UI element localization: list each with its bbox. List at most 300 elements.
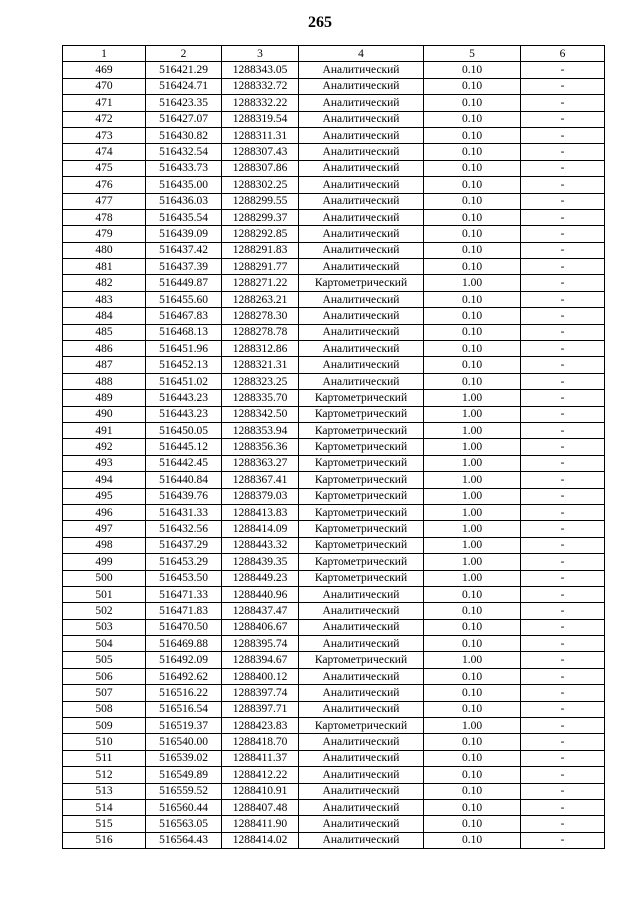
- accuracy-cell: 0.10: [424, 373, 521, 389]
- point-number-cell: 498: [63, 537, 146, 553]
- y-coordinate-cell: 1288363.27: [222, 455, 299, 471]
- table-row: [63, 685, 605, 701]
- method-cell: Картометрический: [299, 504, 424, 520]
- point-number-cell: 487: [63, 357, 146, 373]
- table-row: [63, 226, 605, 242]
- x-coordinate-cell: 516455.60: [146, 291, 222, 307]
- point-number-cell: 499: [63, 554, 146, 570]
- point-number-cell: 474: [63, 144, 146, 160]
- accuracy-cell: 1.00: [424, 455, 521, 471]
- point-number-cell: 481: [63, 259, 146, 275]
- y-coordinate-cell: 1288299.37: [222, 209, 299, 225]
- x-coordinate-cell: 516471.83: [146, 603, 222, 619]
- x-coordinate-cell: 516445.12: [146, 439, 222, 455]
- note-cell: -: [521, 111, 605, 127]
- method-cell: Картометрический: [299, 406, 424, 422]
- x-coordinate-cell: 516439.09: [146, 226, 222, 242]
- note-cell: -: [521, 406, 605, 422]
- table-row: [63, 619, 605, 635]
- x-coordinate-cell: 516436.03: [146, 193, 222, 209]
- note-cell: -: [521, 127, 605, 143]
- x-coordinate-cell: 516451.96: [146, 341, 222, 357]
- point-number-cell: 510: [63, 734, 146, 750]
- accuracy-cell: 0.10: [424, 160, 521, 176]
- y-coordinate-cell: 1288263.21: [222, 291, 299, 307]
- point-number-cell: 471: [63, 95, 146, 111]
- method-cell: Аналитический: [299, 111, 424, 127]
- x-coordinate-cell: 516424.71: [146, 78, 222, 94]
- x-coordinate-cell: 516559.52: [146, 783, 222, 799]
- method-cell: Картометрический: [299, 275, 424, 291]
- x-coordinate-cell: 516469.88: [146, 636, 222, 652]
- point-number-cell: 476: [63, 177, 146, 193]
- x-coordinate-cell: 516435.54: [146, 209, 222, 225]
- note-cell: -: [521, 324, 605, 340]
- column-header: 3: [222, 46, 299, 62]
- y-coordinate-cell: 1288291.77: [222, 259, 299, 275]
- accuracy-cell: 0.10: [424, 259, 521, 275]
- table-row: [63, 816, 605, 832]
- note-cell: -: [521, 734, 605, 750]
- method-cell: Аналитический: [299, 160, 424, 176]
- y-coordinate-cell: 1288367.41: [222, 472, 299, 488]
- method-cell: Картометрический: [299, 472, 424, 488]
- y-coordinate-cell: 1288321.31: [222, 357, 299, 373]
- point-number-cell: 501: [63, 586, 146, 602]
- page-number: 265: [308, 14, 332, 31]
- y-coordinate-cell: 1288319.54: [222, 111, 299, 127]
- accuracy-cell: 0.10: [424, 193, 521, 209]
- note-cell: -: [521, 373, 605, 389]
- x-coordinate-cell: 516468.13: [146, 324, 222, 340]
- accuracy-cell: 0.10: [424, 144, 521, 160]
- point-number-cell: 515: [63, 816, 146, 832]
- table-row: [63, 390, 605, 406]
- method-cell: Аналитический: [299, 209, 424, 225]
- accuracy-cell: 0.10: [424, 78, 521, 94]
- accuracy-cell: 1.00: [424, 570, 521, 586]
- column-header: 4: [299, 46, 424, 62]
- note-cell: -: [521, 832, 605, 848]
- accuracy-cell: 0.10: [424, 357, 521, 373]
- table-row: [63, 324, 605, 340]
- method-cell: Аналитический: [299, 685, 424, 701]
- y-coordinate-cell: 1288414.02: [222, 832, 299, 848]
- y-coordinate-cell: 1288335.70: [222, 390, 299, 406]
- accuracy-cell: 0.10: [424, 767, 521, 783]
- x-coordinate-cell: 516449.87: [146, 275, 222, 291]
- point-number-cell: 495: [63, 488, 146, 504]
- accuracy-cell: 0.10: [424, 701, 521, 717]
- x-coordinate-cell: 516516.54: [146, 701, 222, 717]
- point-number-cell: 516: [63, 832, 146, 848]
- table-row: [63, 259, 605, 275]
- accuracy-cell: 0.10: [424, 324, 521, 340]
- point-number-cell: 513: [63, 783, 146, 799]
- accuracy-cell: 0.10: [424, 832, 521, 848]
- table-row: [63, 783, 605, 799]
- method-cell: Аналитический: [299, 95, 424, 111]
- table-row: [63, 488, 605, 504]
- accuracy-cell: 0.10: [424, 603, 521, 619]
- note-cell: -: [521, 488, 605, 504]
- accuracy-cell: 0.10: [424, 177, 521, 193]
- note-cell: -: [521, 275, 605, 291]
- method-cell: Аналитический: [299, 783, 424, 799]
- point-number-cell: 492: [63, 439, 146, 455]
- y-coordinate-cell: 1288307.43: [222, 144, 299, 160]
- table-row: [63, 160, 605, 176]
- accuracy-cell: 1.00: [424, 472, 521, 488]
- method-cell: Аналитический: [299, 226, 424, 242]
- point-number-cell: 497: [63, 521, 146, 537]
- method-cell: Аналитический: [299, 636, 424, 652]
- method-cell: Аналитический: [299, 799, 424, 815]
- y-coordinate-cell: 1288302.25: [222, 177, 299, 193]
- column-header: 2: [146, 46, 222, 62]
- x-coordinate-cell: 516431.33: [146, 504, 222, 520]
- point-number-cell: 470: [63, 78, 146, 94]
- accuracy-cell: 0.10: [424, 62, 521, 78]
- note-cell: -: [521, 160, 605, 176]
- method-cell: Аналитический: [299, 78, 424, 94]
- note-cell: -: [521, 209, 605, 225]
- method-cell: Аналитический: [299, 586, 424, 602]
- table-row: [63, 406, 605, 422]
- x-coordinate-cell: 516437.29: [146, 537, 222, 553]
- method-cell: Аналитический: [299, 193, 424, 209]
- table-row: [63, 734, 605, 750]
- note-cell: -: [521, 242, 605, 258]
- note-cell: -: [521, 455, 605, 471]
- accuracy-cell: 1.00: [424, 652, 521, 668]
- y-coordinate-cell: 1288356.36: [222, 439, 299, 455]
- y-coordinate-cell: 1288437.47: [222, 603, 299, 619]
- method-cell: Аналитический: [299, 62, 424, 78]
- x-coordinate-cell: 516451.02: [146, 373, 222, 389]
- table-row: [63, 111, 605, 127]
- table-row: [63, 701, 605, 717]
- method-cell: Аналитический: [299, 767, 424, 783]
- table-row: [63, 373, 605, 389]
- accuracy-cell: 0.10: [424, 209, 521, 225]
- table-row: [63, 586, 605, 602]
- table-row: [63, 652, 605, 668]
- x-coordinate-cell: 516492.62: [146, 668, 222, 684]
- point-number-cell: 477: [63, 193, 146, 209]
- y-coordinate-cell: 1288449.23: [222, 570, 299, 586]
- x-coordinate-cell: 516470.50: [146, 619, 222, 635]
- note-cell: -: [521, 685, 605, 701]
- method-cell: Картометрический: [299, 521, 424, 537]
- table-row: [63, 799, 605, 815]
- table-row: [63, 291, 605, 307]
- table-body: [63, 62, 605, 849]
- y-coordinate-cell: 1288443.32: [222, 537, 299, 553]
- note-cell: -: [521, 177, 605, 193]
- x-coordinate-cell: 516432.56: [146, 521, 222, 537]
- note-cell: -: [521, 504, 605, 520]
- note-cell: -: [521, 357, 605, 373]
- x-coordinate-cell: 516452.13: [146, 357, 222, 373]
- method-cell: Картометрический: [299, 652, 424, 668]
- table-row: [63, 177, 605, 193]
- point-number-cell: 472: [63, 111, 146, 127]
- note-cell: -: [521, 422, 605, 438]
- accuracy-cell: 0.10: [424, 668, 521, 684]
- x-coordinate-cell: 516540.00: [146, 734, 222, 750]
- table-row: [63, 341, 605, 357]
- point-number-cell: 502: [63, 603, 146, 619]
- y-coordinate-cell: 1288278.78: [222, 324, 299, 340]
- note-cell: -: [521, 718, 605, 734]
- accuracy-cell: 0.10: [424, 619, 521, 635]
- method-cell: Аналитический: [299, 668, 424, 684]
- accuracy-cell: 1.00: [424, 537, 521, 553]
- note-cell: -: [521, 308, 605, 324]
- method-cell: Аналитический: [299, 291, 424, 307]
- column-header: 5: [424, 46, 521, 62]
- x-coordinate-cell: 516443.23: [146, 390, 222, 406]
- y-coordinate-cell: 1288410.91: [222, 783, 299, 799]
- x-coordinate-cell: 516427.07: [146, 111, 222, 127]
- accuracy-cell: 1.00: [424, 718, 521, 734]
- y-coordinate-cell: 1288413.83: [222, 504, 299, 520]
- x-coordinate-cell: 516442.45: [146, 455, 222, 471]
- method-cell: Картометрический: [299, 488, 424, 504]
- y-coordinate-cell: 1288407.48: [222, 799, 299, 815]
- y-coordinate-cell: 1288291.83: [222, 242, 299, 258]
- note-cell: -: [521, 193, 605, 209]
- method-cell: Картометрический: [299, 455, 424, 471]
- y-coordinate-cell: 1288312.86: [222, 341, 299, 357]
- accuracy-cell: 0.10: [424, 734, 521, 750]
- y-coordinate-cell: 1288411.37: [222, 750, 299, 766]
- table-row: [63, 570, 605, 586]
- coordinates-table: [62, 45, 605, 849]
- x-coordinate-cell: 516439.76: [146, 488, 222, 504]
- accuracy-cell: 0.10: [424, 799, 521, 815]
- method-cell: Картометрический: [299, 718, 424, 734]
- note-cell: -: [521, 62, 605, 78]
- y-coordinate-cell: 1288395.74: [222, 636, 299, 652]
- y-coordinate-cell: 1288342.50: [222, 406, 299, 422]
- y-coordinate-cell: 1288271.22: [222, 275, 299, 291]
- column-header: 6: [521, 46, 605, 62]
- method-cell: Картометрический: [299, 570, 424, 586]
- accuracy-cell: 1.00: [424, 275, 521, 291]
- x-coordinate-cell: 516519.37: [146, 718, 222, 734]
- column-header: 1: [63, 46, 146, 62]
- point-number-cell: 493: [63, 455, 146, 471]
- table-row: [63, 603, 605, 619]
- x-coordinate-cell: 516435.00: [146, 177, 222, 193]
- method-cell: Аналитический: [299, 701, 424, 717]
- note-cell: -: [521, 816, 605, 832]
- x-coordinate-cell: 516421.29: [146, 62, 222, 78]
- x-coordinate-cell: 516492.09: [146, 652, 222, 668]
- table-row: [63, 537, 605, 553]
- y-coordinate-cell: 1288411.90: [222, 816, 299, 832]
- point-number-cell: 508: [63, 701, 146, 717]
- table-row: [63, 78, 605, 94]
- accuracy-cell: 1.00: [424, 390, 521, 406]
- table-row: [63, 455, 605, 471]
- method-cell: Аналитический: [299, 259, 424, 275]
- x-coordinate-cell: 516453.29: [146, 554, 222, 570]
- note-cell: -: [521, 799, 605, 815]
- method-cell: Аналитический: [299, 324, 424, 340]
- x-coordinate-cell: 516440.84: [146, 472, 222, 488]
- table-row: [63, 832, 605, 848]
- point-number-cell: 478: [63, 209, 146, 225]
- y-coordinate-cell: 1288278.30: [222, 308, 299, 324]
- method-cell: Аналитический: [299, 357, 424, 373]
- x-coordinate-cell: 516564.43: [146, 832, 222, 848]
- point-number-cell: 482: [63, 275, 146, 291]
- y-coordinate-cell: 1288343.05: [222, 62, 299, 78]
- table-row: [63, 504, 605, 520]
- table-row: [63, 95, 605, 111]
- note-cell: -: [521, 701, 605, 717]
- method-cell: Аналитический: [299, 750, 424, 766]
- y-coordinate-cell: 1288423.83: [222, 718, 299, 734]
- accuracy-cell: 1.00: [424, 554, 521, 570]
- point-number-cell: 504: [63, 636, 146, 652]
- accuracy-cell: 1.00: [424, 422, 521, 438]
- point-number-cell: 485: [63, 324, 146, 340]
- note-cell: -: [521, 472, 605, 488]
- table-row: [63, 767, 605, 783]
- point-number-cell: 486: [63, 341, 146, 357]
- method-cell: Картометрический: [299, 554, 424, 570]
- method-cell: Аналитический: [299, 341, 424, 357]
- y-coordinate-cell: 1288394.67: [222, 652, 299, 668]
- table-row: [63, 636, 605, 652]
- y-coordinate-cell: 1288400.12: [222, 668, 299, 684]
- method-cell: Аналитический: [299, 603, 424, 619]
- y-coordinate-cell: 1288397.71: [222, 701, 299, 717]
- note-cell: -: [521, 226, 605, 242]
- accuracy-cell: 0.10: [424, 242, 521, 258]
- note-cell: -: [521, 144, 605, 160]
- point-number-cell: 511: [63, 750, 146, 766]
- x-coordinate-cell: 516467.83: [146, 308, 222, 324]
- y-coordinate-cell: 1288332.22: [222, 95, 299, 111]
- accuracy-cell: 0.10: [424, 750, 521, 766]
- x-coordinate-cell: 516471.33: [146, 586, 222, 602]
- table-row: [63, 193, 605, 209]
- table-row: [63, 554, 605, 570]
- accuracy-cell: 0.10: [424, 636, 521, 652]
- method-cell: Аналитический: [299, 242, 424, 258]
- note-cell: -: [521, 586, 605, 602]
- point-number-cell: 473: [63, 127, 146, 143]
- note-cell: -: [521, 439, 605, 455]
- y-coordinate-cell: 1288332.72: [222, 78, 299, 94]
- note-cell: -: [521, 291, 605, 307]
- method-cell: Аналитический: [299, 177, 424, 193]
- point-number-cell: 505: [63, 652, 146, 668]
- note-cell: -: [521, 783, 605, 799]
- point-number-cell: 507: [63, 685, 146, 701]
- note-cell: -: [521, 95, 605, 111]
- method-cell: Аналитический: [299, 144, 424, 160]
- point-number-cell: 483: [63, 291, 146, 307]
- method-cell: Аналитический: [299, 127, 424, 143]
- accuracy-cell: 0.10: [424, 308, 521, 324]
- accuracy-cell: 0.10: [424, 226, 521, 242]
- table-row: [63, 62, 605, 78]
- point-number-cell: 500: [63, 570, 146, 586]
- x-coordinate-cell: 516423.35: [146, 95, 222, 111]
- table-row: [63, 242, 605, 258]
- table-row: [63, 750, 605, 766]
- y-coordinate-cell: 1288299.55: [222, 193, 299, 209]
- x-coordinate-cell: 516563.05: [146, 816, 222, 832]
- method-cell: Аналитический: [299, 308, 424, 324]
- y-coordinate-cell: 1288397.74: [222, 685, 299, 701]
- point-number-cell: 479: [63, 226, 146, 242]
- y-coordinate-cell: 1288311.31: [222, 127, 299, 143]
- header-row: [63, 46, 605, 62]
- table-row: [63, 439, 605, 455]
- x-coordinate-cell: 516437.39: [146, 259, 222, 275]
- note-cell: -: [521, 554, 605, 570]
- accuracy-cell: 0.10: [424, 341, 521, 357]
- x-coordinate-cell: 516437.42: [146, 242, 222, 258]
- accuracy-cell: 1.00: [424, 521, 521, 537]
- table-header: [63, 46, 605, 62]
- method-cell: Аналитический: [299, 734, 424, 750]
- x-coordinate-cell: 516560.44: [146, 799, 222, 815]
- table-row: [63, 308, 605, 324]
- y-coordinate-cell: 1288379.03: [222, 488, 299, 504]
- point-number-cell: 490: [63, 406, 146, 422]
- accuracy-cell: 0.10: [424, 95, 521, 111]
- table-row: [63, 668, 605, 684]
- note-cell: -: [521, 767, 605, 783]
- method-cell: Аналитический: [299, 816, 424, 832]
- accuracy-cell: 1.00: [424, 439, 521, 455]
- table-row: [63, 209, 605, 225]
- note-cell: -: [521, 259, 605, 275]
- table-row: [63, 275, 605, 291]
- x-coordinate-cell: 516432.54: [146, 144, 222, 160]
- note-cell: -: [521, 668, 605, 684]
- y-coordinate-cell: 1288440.96: [222, 586, 299, 602]
- x-coordinate-cell: 516433.73: [146, 160, 222, 176]
- x-coordinate-cell: 516450.05: [146, 422, 222, 438]
- table-row: [63, 521, 605, 537]
- note-cell: -: [521, 521, 605, 537]
- point-number-cell: 496: [63, 504, 146, 520]
- note-cell: -: [521, 619, 605, 635]
- accuracy-cell: 0.10: [424, 783, 521, 799]
- point-number-cell: 509: [63, 718, 146, 734]
- method-cell: Картометрический: [299, 390, 424, 406]
- table-row: [63, 718, 605, 734]
- accuracy-cell: 1.00: [424, 406, 521, 422]
- note-cell: -: [521, 750, 605, 766]
- accuracy-cell: 0.10: [424, 127, 521, 143]
- y-coordinate-cell: 1288292.85: [222, 226, 299, 242]
- note-cell: -: [521, 78, 605, 94]
- accuracy-cell: 0.10: [424, 586, 521, 602]
- y-coordinate-cell: 1288353.94: [222, 422, 299, 438]
- method-cell: Аналитический: [299, 373, 424, 389]
- note-cell: -: [521, 341, 605, 357]
